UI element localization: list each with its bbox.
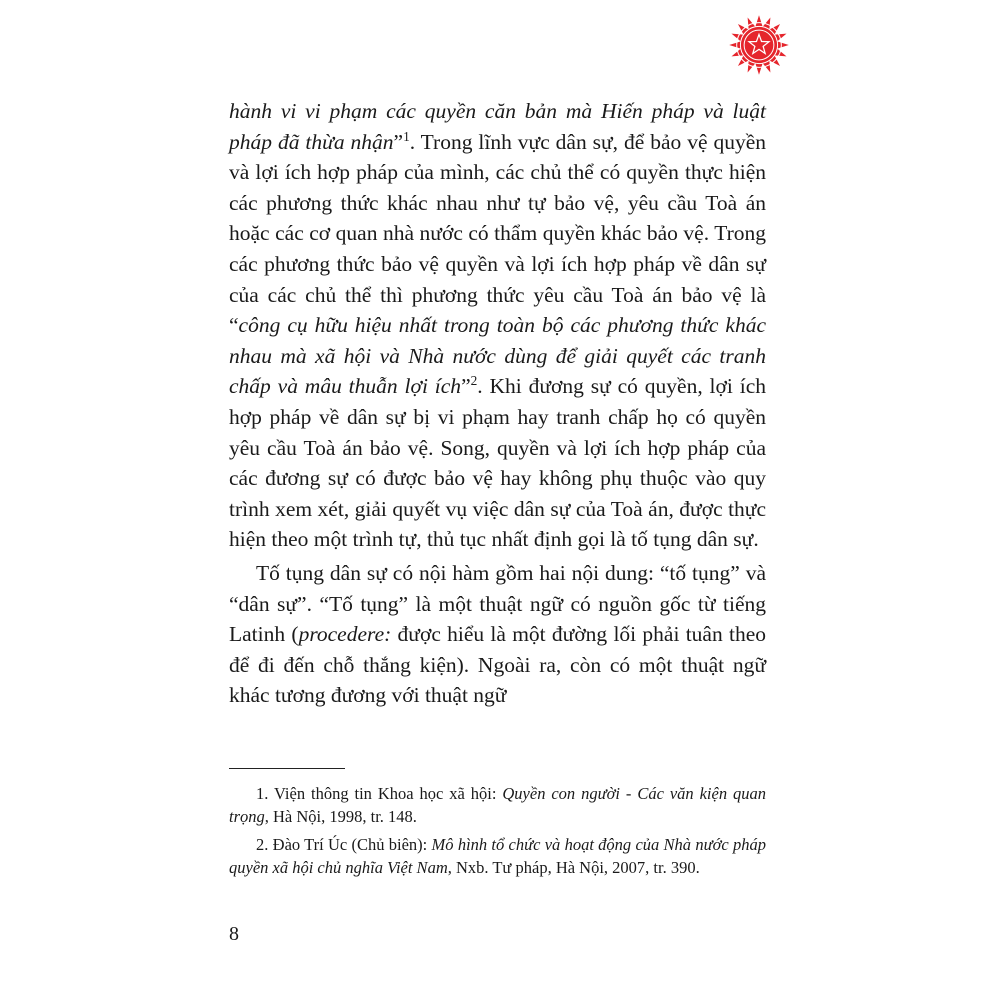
main-text [229, 96, 766, 711]
footnote-1 [229, 783, 766, 828]
footnote-ref-1: 1 [403, 128, 410, 144]
body-text: . Trong lĩnh vực dân sự, để bảo vệ quyền và lợi ích hợp pháp của mình, các chủ thể có quyền thực hiện các phương thức khác nhau như tự bảo vệ, yêu cầu Toà án hoặc các cơ quan nhà nước có thẩm quyền khác bảo vệ. Trong các phương thức bảo vệ quyền và lợi ích hợp pháp về dân sự của các chủ thể thì phương thức yêu cầu Toà án bảo vệ là “ [229, 129, 766, 338]
page-number: 8 [229, 923, 239, 945]
italic-quote: hành vi vi phạm các quyền căn bản mà Hiến pháp và luật pháp đã thừa nhận [229, 99, 766, 154]
footnotes [229, 783, 766, 885]
paragraph-1 [229, 96, 766, 555]
quote-mark: ” [461, 374, 471, 399]
footnote-lead: 2. Đào Trí Úc (Chủ biên): [256, 835, 432, 854]
footnote-lead: 1. Viện thông tin Khoa học xã hội: [256, 784, 503, 803]
footnote-title: Quyền con người - Các văn kiện quan trọng [229, 784, 767, 826]
footnote-tail: , Nxb. Tư pháp, Hà Nội, 2007, tr. 390. [447, 857, 700, 877]
footnote-ref-2: 2 [470, 373, 478, 389]
latin-term: procedere: [298, 622, 392, 647]
body-text: . Khi đương sự có quyền, lợi ích hợp pháp về dân sự bị vi phạm hay tranh chấp họ có quyền yêu cầu Toà án bảo vệ. Song, quyền và lợi ích hợp pháp của các đương sự có được bảo vệ hay không phụ thuộc vào quy trình xem xét, giải quyết vụ việc dân sự của Toà án, được thực hiện theo một trình tự, thủ tục nhất định gọi là tố tụng dân sự. [229, 374, 766, 552]
footnote-2 [229, 834, 766, 879]
italic-quote: công cụ hữu hiệu nhất trong toàn bộ các phương thức khác nhau mà xã hội và Nhà nước dùng để giải quyết các tranh chấp và mâu thuẫn lợi ích [229, 313, 766, 399]
star-burst-logo-icon [728, 14, 790, 76]
footnote-title: Mô hình tổ chức và hoạt động của Nhà nước pháp quyền xã hội chủ nghĩa Việt Nam [229, 835, 766, 877]
footnote-divider [229, 768, 345, 769]
body-text: được hiểu là một đường lối phải tuân theo để đi đến chỗ thắng kiện). Ngoài ra, còn có một thuật ngữ khác tương đương với thuật ngữ [229, 622, 766, 708]
footnote-tail: , Hà Nội, 1998, tr. 148. [264, 806, 417, 826]
paragraph-2 [229, 558, 766, 711]
quote-mark: ” [393, 129, 404, 154]
body-text: Tố tụng dân sự có nội hàm gồm hai nội dung: “tố tụng” và “dân sự”. “Tố tụng” là một thuật ngữ có nguồn gốc từ tiếng Latinh ( [229, 560, 766, 647]
